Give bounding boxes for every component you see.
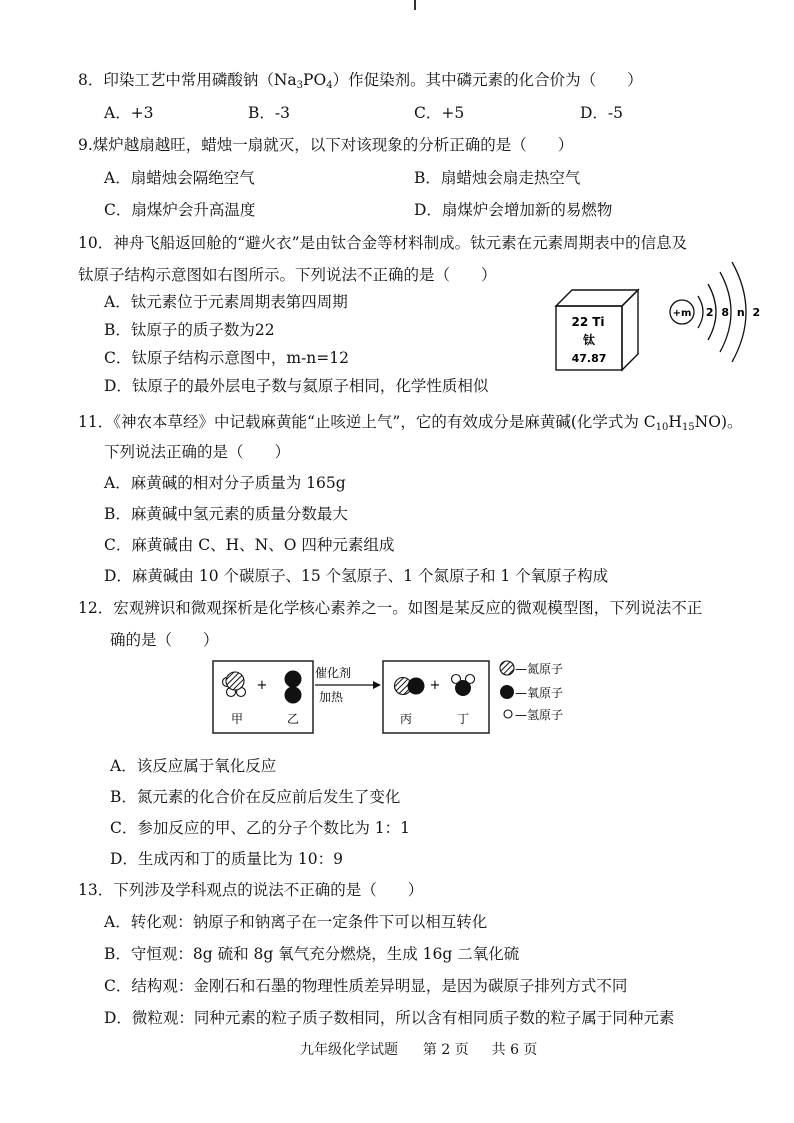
footer-total: 共 6 页 bbox=[491, 1042, 538, 1058]
plus-sign: + bbox=[429, 678, 441, 693]
label-bing: 丙 bbox=[399, 712, 413, 726]
q13-option-d: D．微粒观：同种元素的粒子质子数相同，所以含有相同质子数的粒子属于同种元素 bbox=[104, 1009, 675, 1027]
q12-option-b: B．氮元素的化合价在反应前后发生了变化 bbox=[110, 788, 401, 806]
atom-structure-diagram bbox=[662, 258, 786, 370]
oxygen-atom bbox=[408, 678, 425, 695]
q12-option-a: A．该反应属于氧化反应 bbox=[110, 757, 277, 775]
q11-option-c: C．麻黄碱由 C、H、N、O 四种元素组成 bbox=[104, 536, 395, 554]
legend-nitrogen-label: —氮原子 bbox=[515, 662, 564, 676]
legend-oxygen-label: —氧原子 bbox=[515, 686, 564, 700]
footer-page: 第 2 页 bbox=[422, 1042, 469, 1058]
legend-oxygen-icon bbox=[500, 685, 514, 699]
q13-option-c: C．结构观：金刚石和石墨的物理性质差异明显，是因为碳原子排列方式不同 bbox=[104, 977, 628, 995]
q11-option-d: D．麻黄碱由 10 个碳原子、15 个氢原子、1 个氮原子和 1 个氧原子构成 bbox=[104, 567, 609, 585]
q10-stem-line1: 10．神舟飞船返回舱的“避火衣”是由钛合金等材料制成。钛元素在元素周期表中的信息及 bbox=[78, 234, 688, 252]
products-box bbox=[383, 661, 489, 733]
label-yi: 乙 bbox=[286, 712, 300, 726]
q12-option-d: D．生成丙和丁的质量比为 10：9 bbox=[110, 850, 343, 868]
top-mark bbox=[414, 0, 416, 10]
element-mass: 47.87 bbox=[571, 352, 607, 365]
nucleus-charge: +m bbox=[672, 308, 692, 319]
q10-option-a: A．钛元素位于元素周期表第四周期 bbox=[104, 293, 348, 311]
reaction-model-diagram bbox=[205, 655, 595, 750]
q8-option-d: D．-5 bbox=[580, 104, 624, 122]
q9-stem: 9.煤炉越扇越旺，蜡烛一扇就灭，以下对该现象的分析正确的是（ ） bbox=[78, 136, 574, 154]
q13-option-b: B．守恒观：8g 硫和 8g 氧气充分燃烧，生成 16g 二氧化硫 bbox=[104, 945, 520, 963]
q11-option-b: B．麻黄碱中氢元素的质量分数最大 bbox=[104, 505, 348, 523]
q10-option-d: D．钛原子的最外层电子数与氦原子相同，化学性质相似 bbox=[104, 377, 489, 395]
q8-stem: 8．印染工艺中常用磷酸钠$(Na_3PO_4)$作促染剂。其中磷元素的化合价为（ ） bbox=[78, 71, 643, 91]
q10-option-b: B．钛原子的质子数为22 bbox=[104, 321, 275, 339]
q13-stem: 13．下列涉及学科观点的说法不正确的是（ ） bbox=[78, 881, 424, 899]
electron-shells-label: 2 8 n 2 bbox=[705, 306, 763, 319]
catalyst-label: 催化剂 bbox=[315, 666, 352, 680]
q9-option-d: D．扇煤炉会增加新的易燃物 bbox=[414, 201, 613, 219]
oxygen-atom bbox=[285, 687, 302, 704]
q9-option-b: B．扇蜡烛会扇走热空气 bbox=[414, 169, 581, 187]
element-cell-titanium bbox=[552, 286, 642, 376]
q8-option-c: C．+5 bbox=[414, 104, 465, 122]
legend-nitrogen-icon bbox=[500, 661, 514, 675]
q8-option-a: A．+3 bbox=[104, 104, 154, 122]
oxygen-atom bbox=[285, 671, 302, 688]
element-name: 钛 bbox=[582, 333, 596, 347]
label-ding: 丁 bbox=[456, 712, 470, 726]
heat-label: 加热 bbox=[319, 690, 344, 704]
element-number-symbol: 22 Ti bbox=[571, 315, 605, 329]
nitrogen-atom bbox=[226, 672, 244, 690]
q13-option-a: A．转化观：钠原子和钠离子在一定条件下可以相互转化 bbox=[104, 913, 488, 931]
legend-hydrogen-label: —氢原子 bbox=[515, 708, 564, 722]
q10-stem-line2: 钛原子结构示意图如右图所示。下列说法不正确的是（ ） bbox=[78, 266, 497, 284]
q9-option-a: A．扇蜡烛会隔绝空气 bbox=[104, 169, 255, 187]
q10-option-c: C．钛原子结构示意图中，m-n=12 bbox=[104, 349, 349, 367]
q11-option-a: A．麻黄碱的相对分子质量为 165g bbox=[104, 474, 346, 492]
q12-stem-line1: 12．宏观辨识和微观探析是化学核心素养之一。如图是某反应的微观模型图，下列说法不正 bbox=[78, 599, 703, 617]
oxygen-atom bbox=[455, 680, 471, 696]
footer-subject: 九年级化学试题 bbox=[300, 1042, 398, 1058]
q11-stem-line1: 11．《神农本草经》中记载麻黄能“止咳逆上气”，它的有效成分是麻黄碱(化学式为 $C_{10}H_{15}NO$)。 bbox=[78, 413, 743, 433]
legend-hydrogen-icon bbox=[504, 710, 512, 718]
q8-option-b: B．-3 bbox=[248, 104, 290, 122]
q11-stem-line2: 下列说法正确的是（ ） bbox=[104, 443, 291, 461]
q9-option-c: C．扇煤炉会升高温度 bbox=[104, 201, 256, 219]
page-footer bbox=[300, 1040, 537, 1060]
q12-option-c: C．参加反应的甲、乙的分子个数比为 1：1 bbox=[110, 819, 411, 837]
plus-sign: + bbox=[256, 678, 268, 693]
label-jia: 甲 bbox=[230, 712, 244, 726]
q12-stem-line2: 确的是（ ） bbox=[110, 631, 219, 649]
